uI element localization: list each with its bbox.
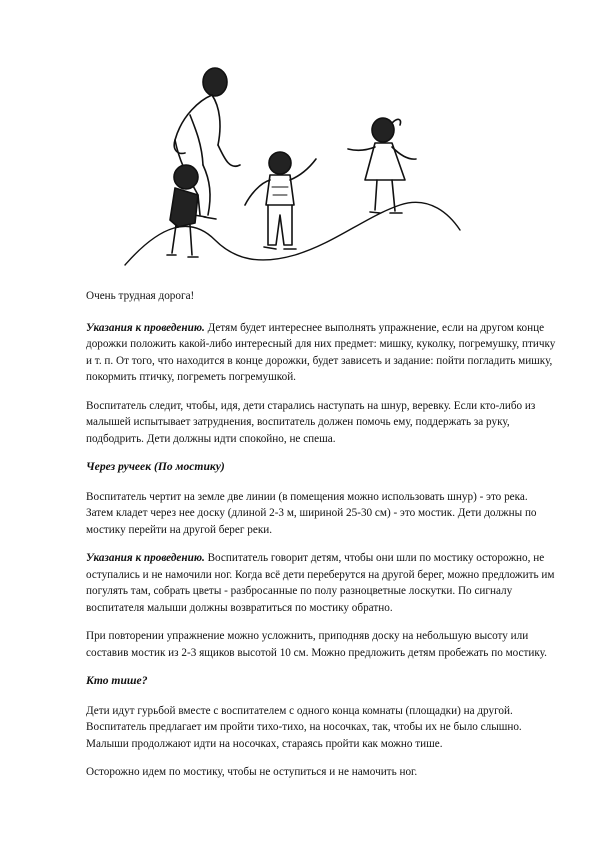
instructions-lead: Указания к проведению. (86, 321, 205, 334)
children-walking-on-rope-illustration (120, 55, 480, 280)
document-body (86, 288, 556, 793)
illustration-drawing (120, 55, 480, 280)
instructions-text: Детям будет интереснее выполнять упражнение, если на другом конце дорожки положить какой-либо интересный для них предмет: мишку, куколку, погремушку, птичку и т. п. От того, что находится в конце дорожки, будет зависеть и задание: пойти погладить мишку, покормить птичку, погреметь погремушкой. (86, 321, 556, 383)
paragraph-6: Дети идут гурьбой вместе с воспитателем с одного конца комнаты (площадки) на другой. Воспитатель предлагает им пройти тихо-тихо, на носочках, так, чтобы их не было слышно. Малыши продолжают идти на носочках, стараясь пройти как можно тише. (86, 704, 522, 750)
instructions-text-2: Воспитатель говорит детям, чтобы они шли по мостику осторожно, не оступались и не намочили ног. Когда всё дети переберутся на другой берег, можно предложить им погулять там, собрать цветы - разбросанные по полу разноцветные лоскутки. По сигналу воспитателя малыши должны возвратиться по мостику обратно. (86, 552, 555, 614)
paragraph-instructions-1 (86, 320, 556, 386)
section-heading-quiet: Кто тише? (86, 674, 148, 687)
illustration-caption: Очень трудная дорога! (86, 290, 195, 302)
paragraph-7: Осторожно идем по мостику, чтобы не оступиться и не намочить ног. (86, 766, 418, 778)
paragraph-5: При повторении упражнение можно усложнить, приподняв доску на небольшую высоту или составив мостик из 2-3 ящиков высотой 10 см. Можно предложить детям пробежать по мостику. (86, 630, 547, 659)
section-heading-bridge: Через ручеек (По мостику) (86, 460, 225, 473)
paragraph-3: Воспитатель чертит на земле две линии (в помещения можно использовать шнур) - это река. Затем кладет через нее доску (длиной 2-3 м, шириной 25-30 см) - это мостик. Дети должны по мостику перейти на другой берег реки. (86, 490, 537, 536)
instructions-lead-2: Указания к проведению. (86, 552, 205, 564)
paragraph-instructions-2 (86, 550, 556, 616)
paragraph-2: Воспитатель следит, чтобы, идя, дети старались наступать на шнур, веревку. Если кто-либо из малышей испытывает затруднения, воспитатель должен помочь ему, поддержать за руку, подбодрить. Дети должны идти спокойно, не спеша. (86, 399, 536, 445)
